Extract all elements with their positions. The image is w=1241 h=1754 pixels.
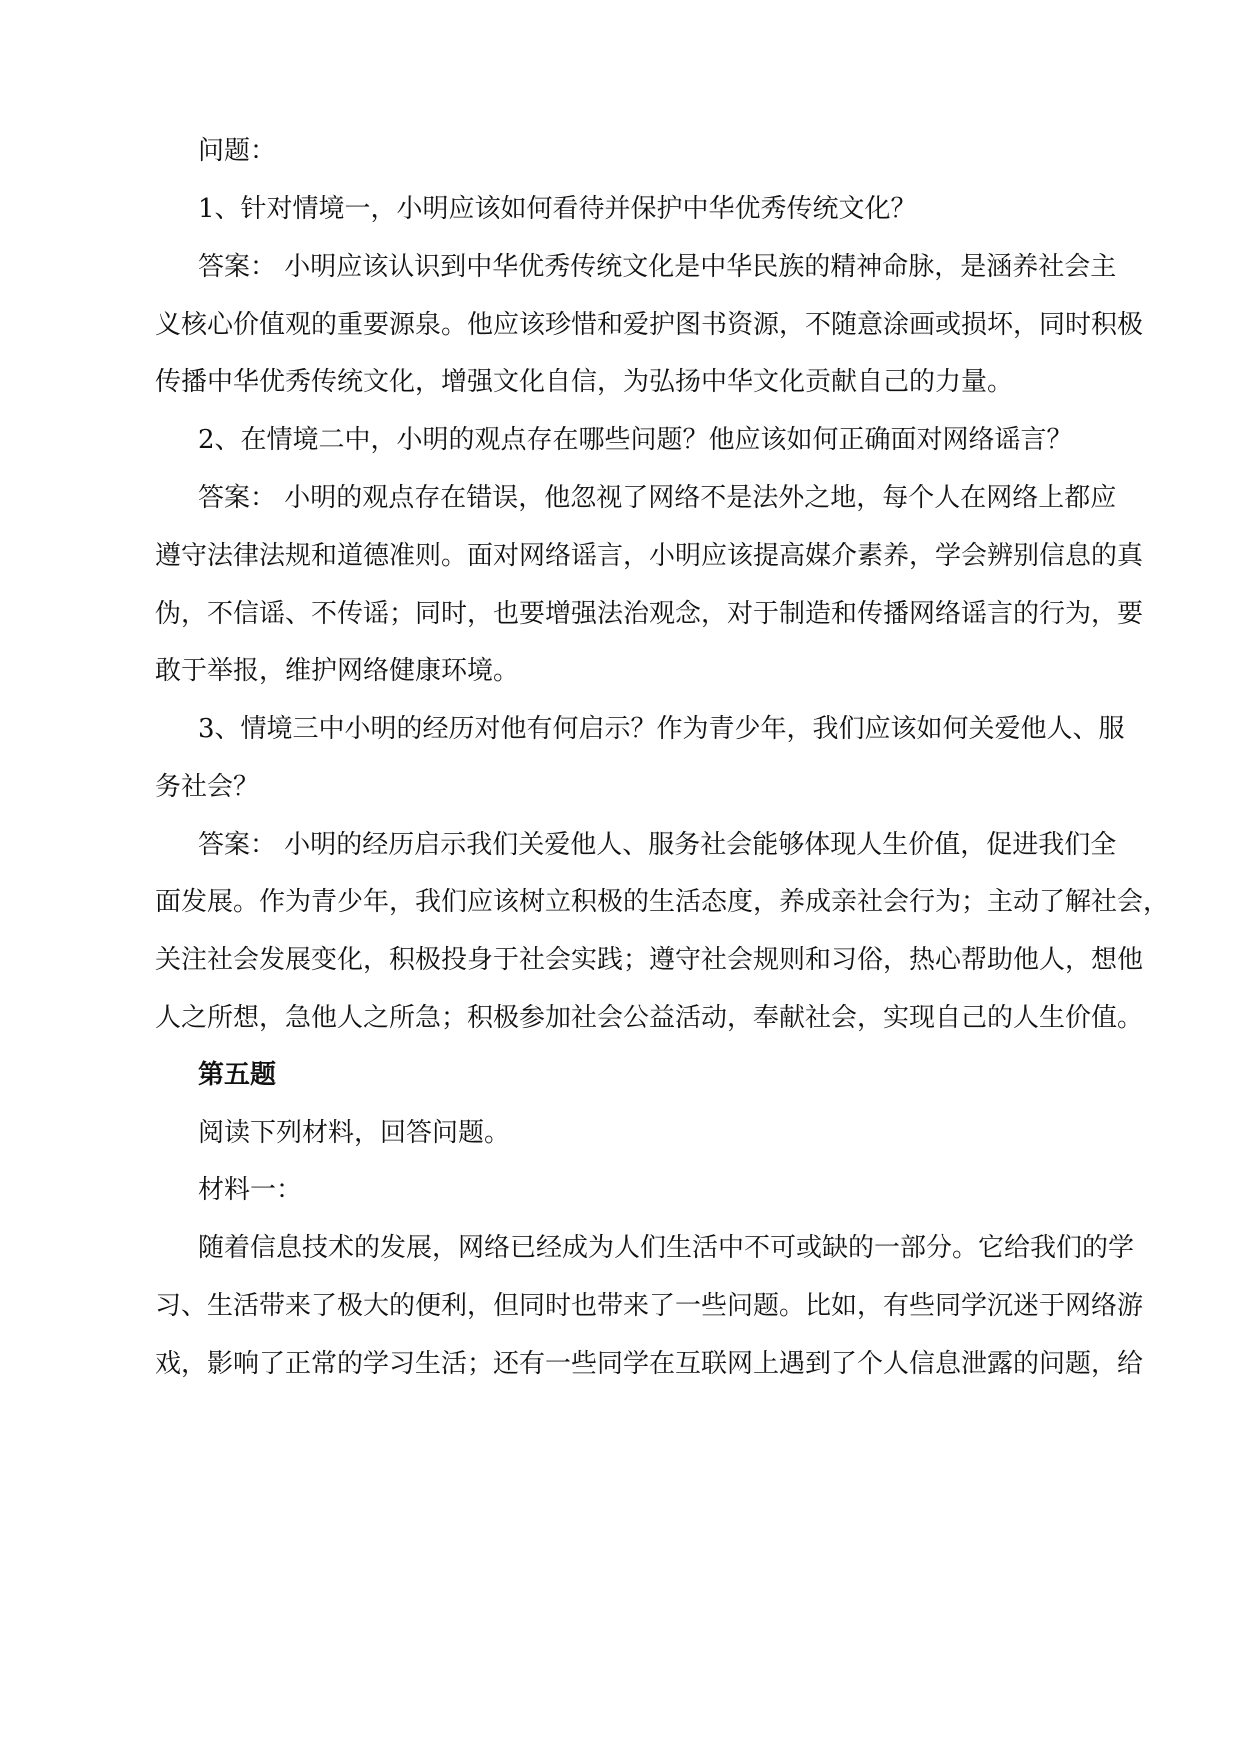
answer-2-line-1: 答案： 小明的观点存在错误，他忽视了网络不是法外之地，每个人在网络上都应 bbox=[198, 483, 1117, 513]
answer-2-line-4: 敢于举报，维护网络健康环境。 bbox=[155, 656, 520, 686]
instruction: 阅读下列材料，回答问题。 bbox=[198, 1118, 511, 1148]
answer-3-line-3: 关注社会发展变化，积极投身于社会实践；遵守社会规则和习俗，热心帮助他人，想他 bbox=[155, 945, 1144, 975]
answer-2-line-2: 遵守法律法规和道德准则。面对网络谣言，小明应该提高媒介素养，学会辨别信息的真 bbox=[155, 541, 1144, 571]
answer-1-line-2: 义核心价值观的重要源泉。他应该珍惜和爱护图书资源，不随意涂画或损坏，同时积极 bbox=[155, 310, 1144, 340]
question-3-line-2: 务社会？ bbox=[155, 772, 260, 802]
answer-3-line-2: 面发展。作为青少年，我们应该树立积极的生活态度，养成亲社会行为；主动了解社会， bbox=[155, 887, 1170, 917]
material-1-label: 材料一： bbox=[198, 1175, 303, 1205]
answer-3-line-4: 人之所想，急他人之所急；积极参加社会公益活动，奉献社会，实现自己的人生价值。 bbox=[155, 1003, 1144, 1033]
question-1: 1、针对情境一，小明应该如何看待并保护中华优秀传统文化？ bbox=[198, 194, 917, 224]
answer-2-line-3: 伪，不信谣、不传谣；同时，也要增强法治观念，对于制造和传播网络谣言的行为，要 bbox=[155, 599, 1144, 629]
question-2: 2、在情境二中，小明的观点存在哪些问题？他应该如何正确面对网络谣言？ bbox=[198, 425, 1073, 455]
question-3-line-1: 3、情境三中小明的经历对他有何启示？作为青少年，我们应该如何关爱他人、服 bbox=[198, 714, 1125, 744]
material-1-line-3: 戏，影响了正常的学习生活；还有一些同学在互联网上遇到了个人信息泄露的问题，给 bbox=[155, 1349, 1144, 1379]
section-heading-5: 第五题 bbox=[198, 1060, 277, 1090]
questions-heading: 问题： bbox=[198, 136, 277, 166]
material-1-line-1: 随着信息技术的发展，网络已经成为人们生活中不可或缺的一部分。它给我们的学 bbox=[198, 1233, 1135, 1263]
material-1-line-2: 习、生活带来了极大的便利，但同时也带来了一些问题。比如，有些同学沉迷于网络游 bbox=[155, 1291, 1144, 1321]
answer-3-line-1: 答案： 小明的经历启示我们关爱他人、服务社会能够体现人生价值，促进我们全 bbox=[198, 830, 1117, 860]
answer-1-line-1: 答案： 小明应该认识到中华优秀传统文化是中华民族的精神命脉，是涵养社会主 bbox=[198, 252, 1117, 282]
answer-1-line-3: 传播中华优秀传统文化，增强文化自信，为弘扬中华文化贡献自己的力量。 bbox=[155, 367, 1014, 397]
